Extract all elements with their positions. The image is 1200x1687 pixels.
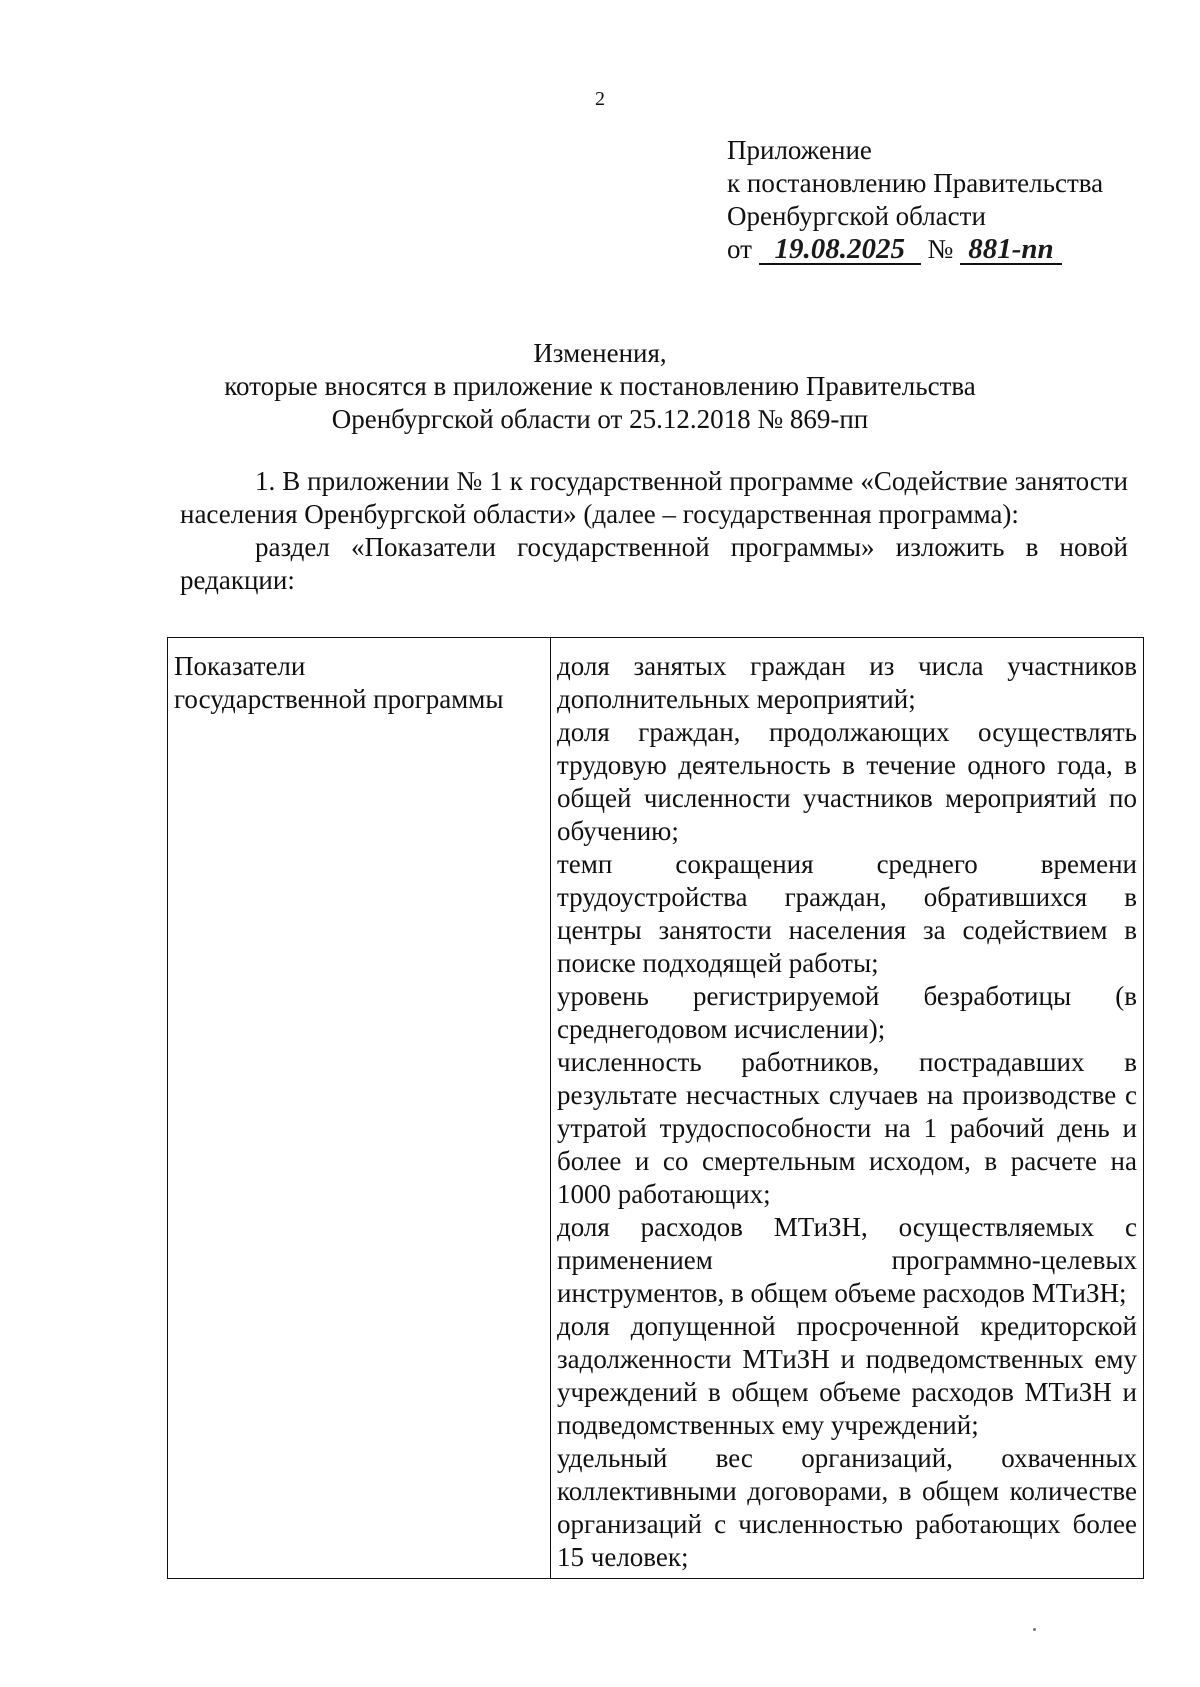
scan-speck [1033,1628,1036,1631]
body-text [180,465,1128,597]
indicator-item: удельный вес организаций, охваченных коллективными договорами, в общем количестве организаций с численностью работающих более 15 человек; [557,1443,1137,1572]
indicator-item: доля допущенной просроченной кредиторской задолженности МТиЗН и подведомственных ему учреждений в общем объеме расходов МТиЗН и подведомственных ему учреждений; [557,1311,1137,1440]
appendix-date-line [727,233,1103,266]
label-line-2: государственной программы [174,684,504,714]
indicator-item: доля расходов МТиЗН, осуществляемых с применением программно-целевых инструментов, в общем объеме расходов МТиЗН; [557,1212,1137,1308]
heading-title: Изменения, [533,338,667,368]
date-prefix: от [727,234,752,264]
number-prefix: № [927,234,954,264]
appendix-title: Приложение [727,135,872,165]
indicator-item: уровень регистрируемой безработицы (в среднегодовом исчислении); [557,981,1137,1044]
handwritten-number: 881-пп [960,235,1062,265]
heading-subtitle-1: которые вносятся в приложение к постановлению Правительства [224,371,976,401]
indicator-item: доля занятых граждан из числа участников дополнительных мероприятий; [557,651,1137,714]
handwritten-date: 19.08.2025 [759,235,921,265]
heading-subtitle-2: Оренбургской области от 25.12.2018 № 869-пп [331,404,869,434]
label-line-1: Показатели [174,651,306,681]
paragraph-1: 1. В приложении № 1 к государственной программе «Содействие занятости населения Оренбургской области» (далее – государственная программа): [180,466,1128,529]
appendix-block [727,134,1103,266]
indicators-list-cell [551,638,1144,1579]
indicators-label-cell [168,638,551,1579]
table-row [168,638,1144,1579]
page-number: 2 [595,88,605,110]
paragraph-2: раздел «Показатели государственной программы» изложить в новой редакции: [180,532,1128,595]
appendix-line-resolution: к постановлению Правительства [727,168,1104,198]
indicators-table [167,637,1144,1579]
indicator-item: доля граждан, продолжающих осуществлять трудовую деятельность в течение одного года, в общей численности участников мероприятий по обучению; [557,717,1137,846]
appendix-line-region: Оренбургской области [727,201,986,231]
indicator-item: численность работников, пострадавших в результате несчастных случаев на производстве с утратой трудоспособности на 1 рабочий день и более и со смертельным исходом, в расчете на 1000 работающих; [557,1047,1137,1209]
indicator-item: темп сокращения среднего времени трудоустройства граждан, обратившихся в центры занятости населения за содействием в поиске подходящей работы; [557,849,1137,978]
document-heading [0,337,1200,436]
